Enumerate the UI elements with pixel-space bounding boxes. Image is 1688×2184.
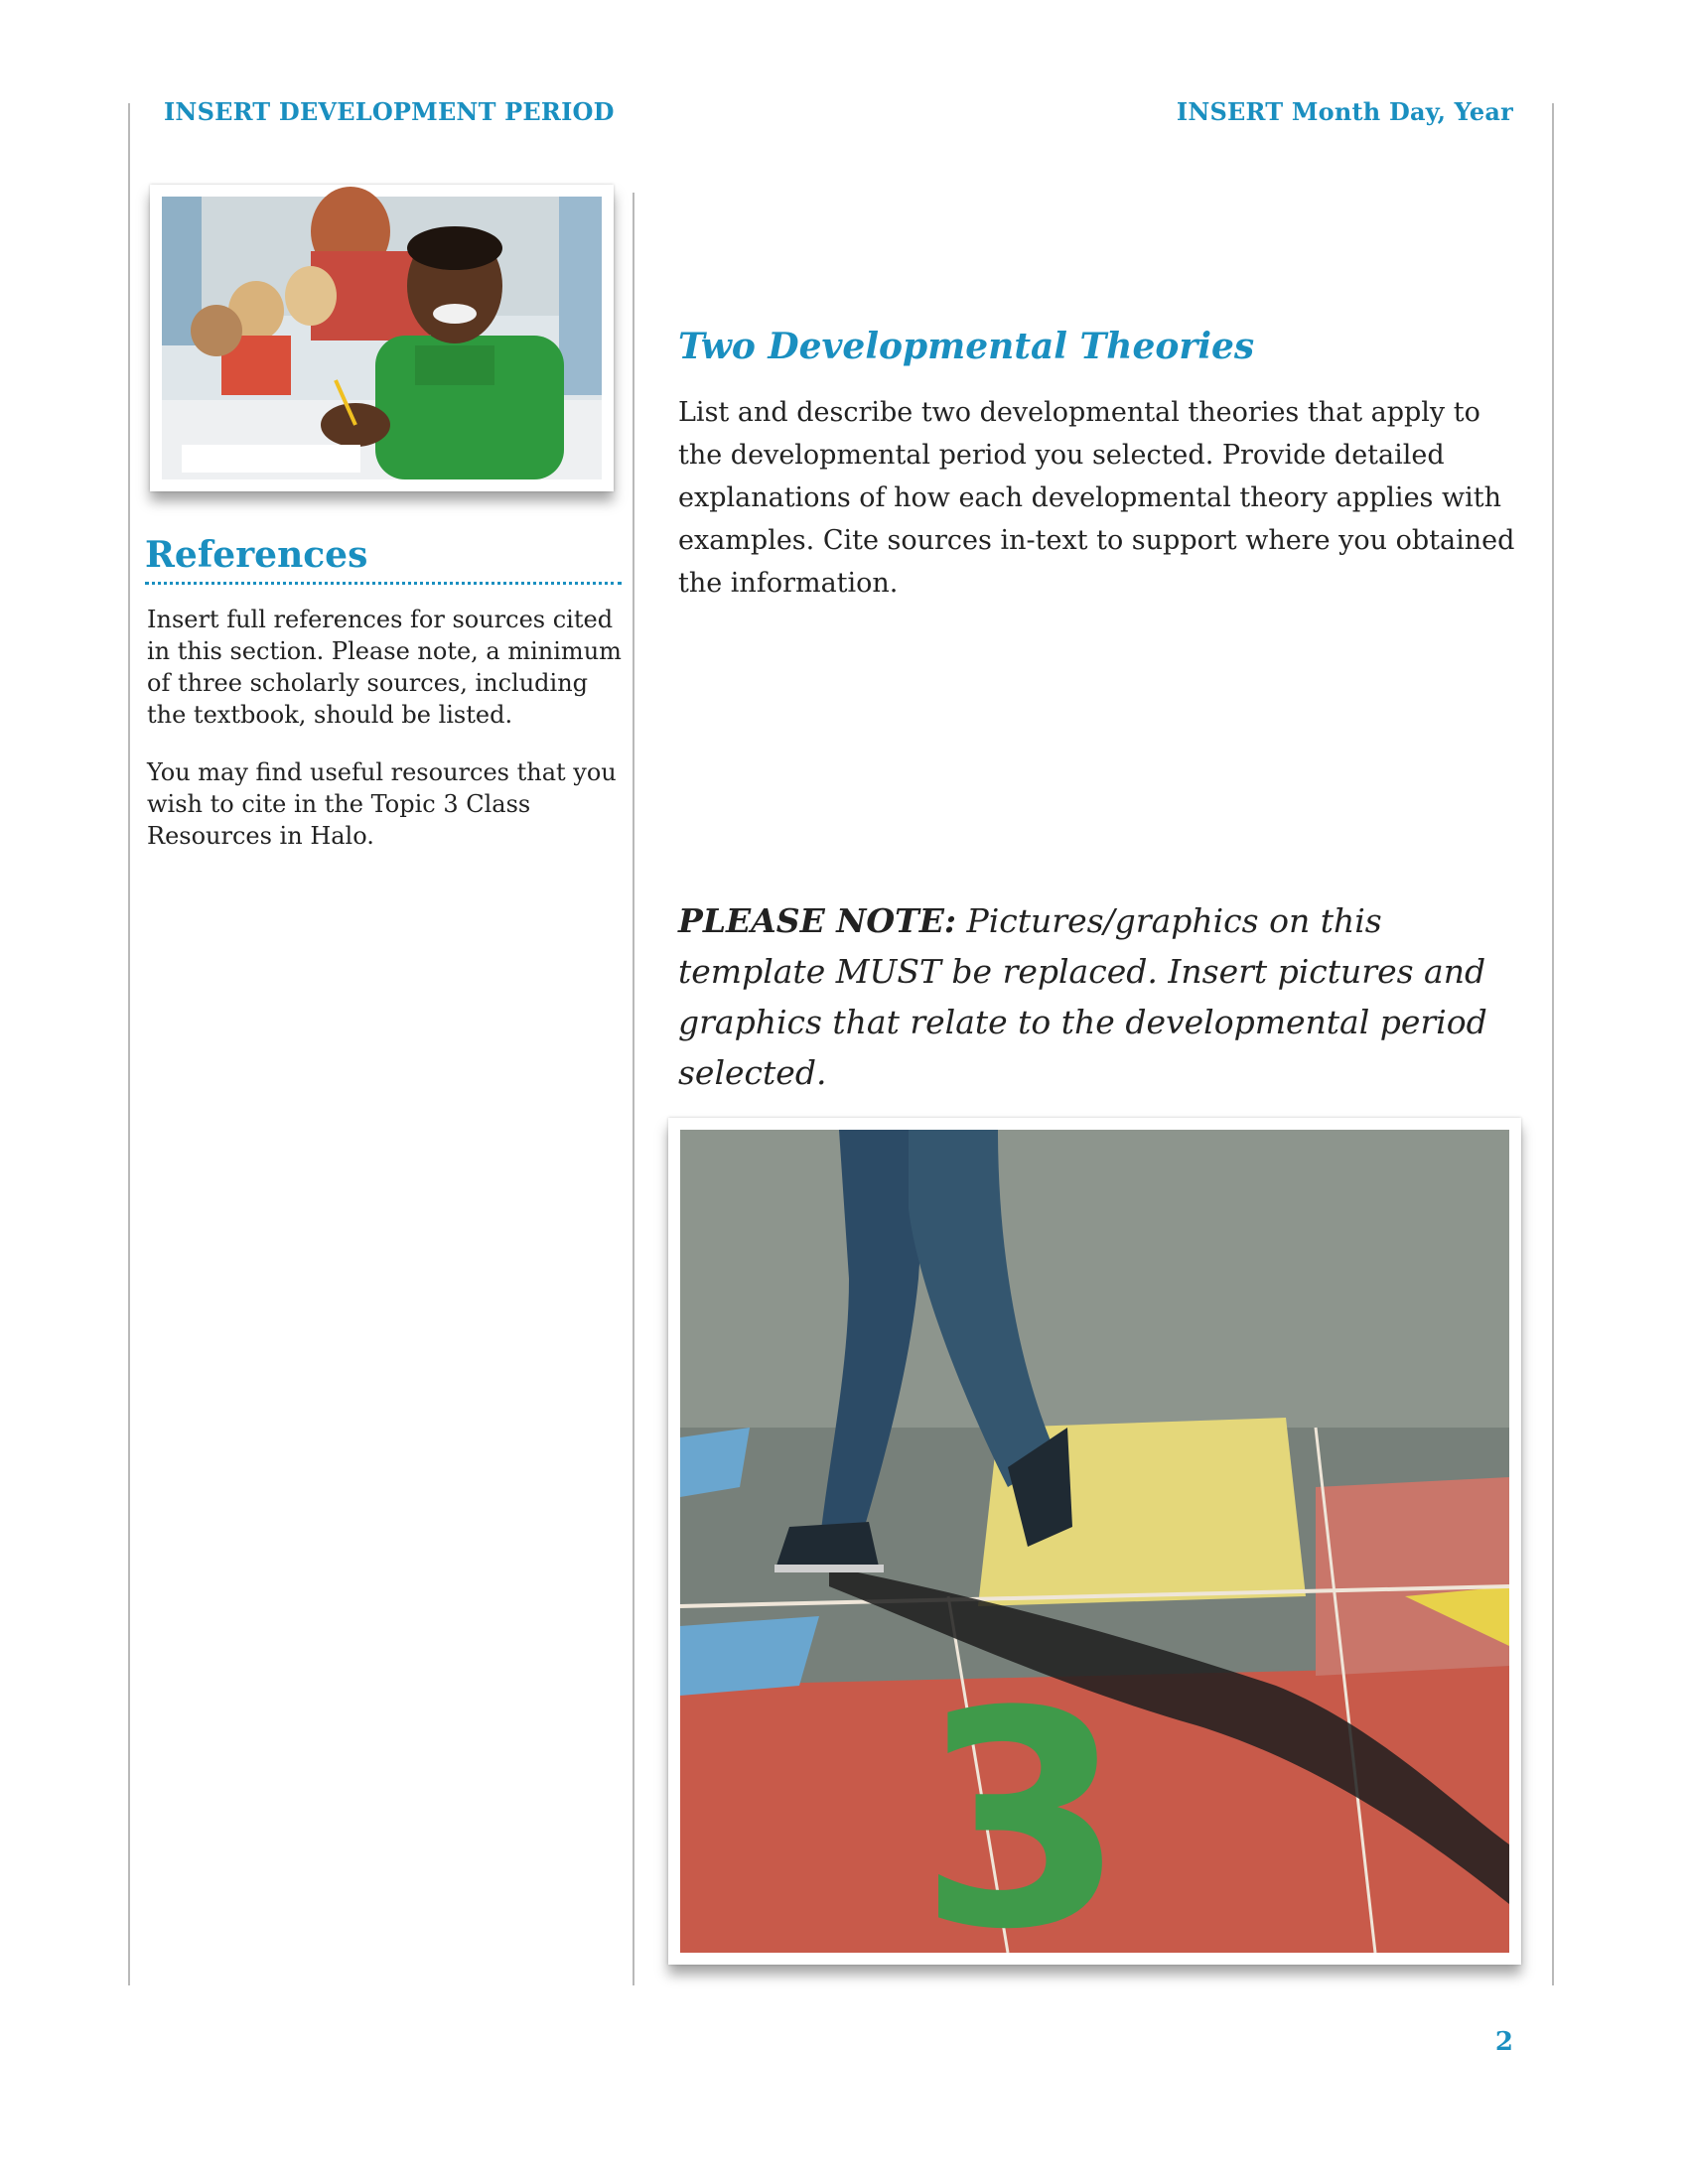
theories-heading: Two Developmental Theories xyxy=(678,326,1255,367)
please-note-label: PLEASE NOTE: xyxy=(678,901,957,940)
hopscotch-number: 3 xyxy=(918,1648,1126,1965)
hopscotch-photo xyxy=(668,1118,1521,1965)
please-note xyxy=(678,895,1520,1098)
theories-body: List and describe two developmental theories that apply to the developmental period you selected. Provide detailed explanations of how each developmental theory applies with examples. Cite sources in-text to support where you obtained the information. xyxy=(678,397,1515,599)
page-number: 2 xyxy=(1494,2027,1513,2057)
please-note-text: Pictures/graphics on this template MUST be replaced. Insert pictures and graphics that relate to the developmental period selected. xyxy=(678,901,1487,1092)
references-heading: References xyxy=(145,534,622,585)
classroom-photo xyxy=(150,185,614,491)
column-divider-line xyxy=(633,193,634,1985)
left-border-line xyxy=(128,103,130,1985)
header-development-period: INSERT DEVELOPMENT PERIOD xyxy=(164,97,615,126)
references-body xyxy=(147,604,622,878)
references-paragraph-2: You may find useful resources that you wish to cite in the Topic 3 Class Resources in Halo. xyxy=(147,758,617,850)
references-paragraph-1: Insert full references for sources cited in this section. Please note, a minimum of three scholarly sources, including the textbook, should be listed. xyxy=(147,606,622,729)
header-date: INSERT Month Day, Year xyxy=(1176,97,1513,126)
right-border-line xyxy=(1552,103,1554,1985)
